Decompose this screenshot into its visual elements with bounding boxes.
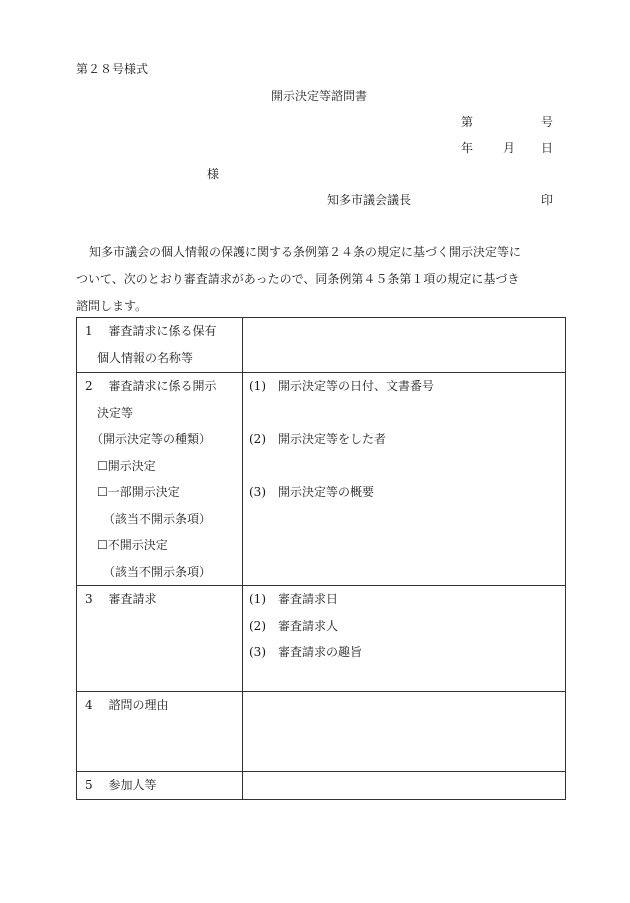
body-line-1: 知多市議会の個人情報の保護に関する条例第２４条の規定に基づく開示決定等に: [89, 245, 522, 259]
row2-label-line: （該当不開示条項）: [85, 511, 212, 526]
row2-label-line: 決定等: [85, 405, 134, 420]
form-number: 第２８号様式: [76, 62, 149, 76]
checkbox-non-disclose[interactable]: ☐不開示決定: [85, 538, 168, 552]
row2-item: [243, 400, 565, 427]
row2-label-line: （該当不開示条項）: [85, 564, 212, 579]
table-row: [77, 692, 566, 772]
number-prefix: 第: [461, 115, 474, 129]
row2-item: (3) 開示決定等の概要: [249, 485, 374, 499]
addressee-suffix: 様: [207, 167, 220, 181]
table-row: [77, 772, 566, 800]
body-line-3: 諮問します。: [76, 299, 148, 313]
number-suffix: 号: [541, 115, 554, 129]
row5-label-cell: [77, 772, 243, 800]
row3-label-cell: [77, 586, 243, 692]
row3-value-cell[interactable]: [243, 586, 566, 692]
row3-item: (2) 審査請求人: [249, 618, 338, 633]
row3-label-line: 3 審査請求: [85, 592, 157, 606]
row1-label-line: 個人情報の名称等: [85, 350, 194, 365]
date-day-label: 日: [541, 141, 554, 155]
row3-item: (3) 審査請求の趣旨: [249, 645, 362, 659]
row2-label-line: 2 審査請求に係る開示: [85, 379, 217, 393]
row1-label-line: 1 審査請求に係る保有: [85, 324, 217, 338]
row2-value-cell[interactable]: [243, 373, 566, 586]
date-year-label: 年: [461, 141, 474, 155]
row1-value-cell[interactable]: [243, 318, 566, 373]
sender-title: 知多市議会議長: [327, 193, 412, 207]
checkbox-disclose[interactable]: ☐開示決定: [85, 458, 156, 473]
row4-label-cell: [77, 692, 243, 772]
table-row: [77, 586, 566, 692]
row1-label-cell: [77, 318, 243, 373]
checkbox-partial-disclose[interactable]: ☐一部開示決定: [85, 485, 180, 499]
body-line-2: ついて、次のとおり審査請求があったので、同条例第４５条第１項の規定に基づき: [76, 272, 520, 286]
row3-item: (1) 審査請求日: [249, 592, 338, 606]
row2-item: (2) 開示決定等をした者: [249, 432, 386, 446]
form-table: [76, 317, 566, 800]
table-row: [77, 318, 566, 373]
row4-label-line: 4 諮問の理由: [85, 698, 169, 712]
row2-item: [243, 453, 565, 480]
row5-value-cell[interactable]: [243, 772, 566, 800]
seal-label: 印: [541, 193, 554, 207]
row2-label-cell: [77, 373, 243, 586]
row2-label-line: （開示決定等の種類）: [85, 432, 212, 446]
table-row: [77, 373, 566, 586]
row5-label-line: 5 参加人等: [85, 778, 157, 792]
row4-value-cell[interactable]: [243, 692, 566, 772]
row2-item: (1) 開示決定等の日付、文書番号: [249, 379, 434, 393]
document-title: 開示決定等諮問書: [271, 89, 368, 103]
date-month-label: 月: [503, 141, 516, 155]
